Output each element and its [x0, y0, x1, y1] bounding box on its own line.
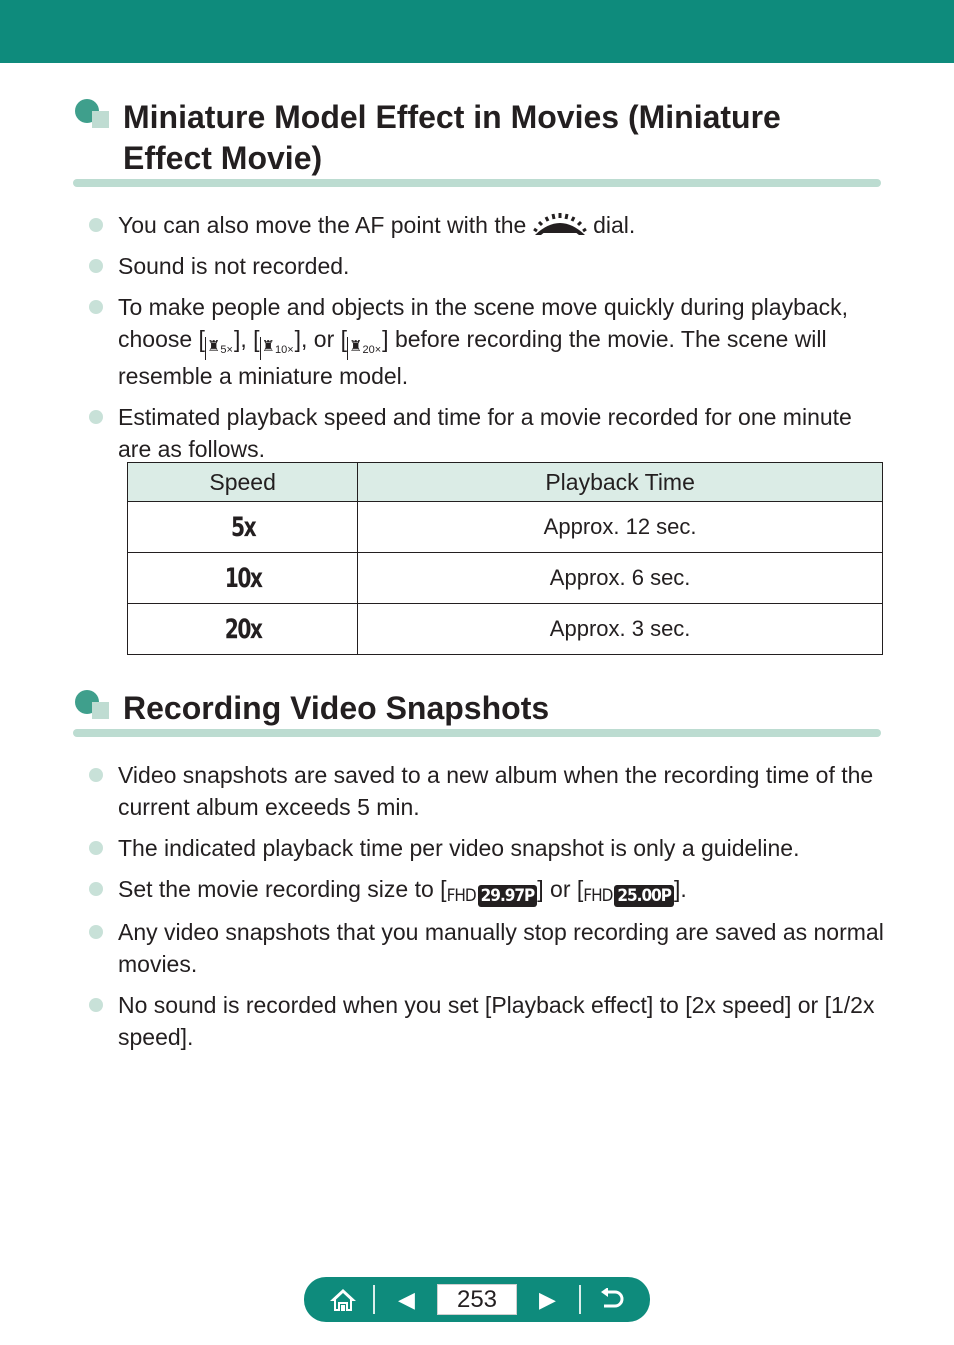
header-bar — [0, 0, 954, 63]
list-item: No sound is recorded when you set [Playback effect] to [2x speed] or [1/2x speed]. — [88, 989, 888, 1053]
list-item: You can also move the AF point with the dial. — [88, 209, 888, 241]
playback-time-cell: Approx. 3 sec. — [358, 604, 883, 655]
back-button[interactable] — [586, 1277, 638, 1322]
nav-divider — [579, 1285, 581, 1314]
list-item: Estimated playback speed and time for a movie recorded for one minute are as follows. — [88, 401, 888, 465]
bullet-icon — [89, 998, 103, 1012]
main-dial-icon — [533, 213, 587, 237]
home-button[interactable] — [318, 1277, 368, 1322]
section-heading-video-snapshots — [73, 688, 881, 740]
page-navigation-bar — [304, 1277, 650, 1322]
bullet-icon — [89, 925, 103, 939]
miniature-20x-icon: $♜_{20\times}$ — [347, 337, 382, 360]
list-item: Sound is not recorded. — [88, 250, 888, 282]
header-speed: Speed — [128, 463, 358, 502]
table-row — [128, 604, 883, 655]
bullet-icon — [89, 300, 103, 314]
page-number: 253 — [437, 1284, 517, 1315]
return-arrow-icon — [599, 1288, 625, 1312]
bullet-icon — [89, 768, 103, 782]
speed-5x-icon: 5x — [156, 502, 329, 553]
speed-10x-icon: 10x — [156, 553, 329, 604]
list-item: Video snapshots are saved to a new album when the recording time of the current album exceeds 5 min. — [88, 759, 888, 823]
bullet-icon — [89, 410, 103, 424]
speed-20x-icon: 20x — [156, 604, 329, 655]
miniature-5x-icon: $♜_{5\times}$ — [205, 337, 234, 360]
fhd-25-00p-icon: FHD 25.00P — [583, 885, 674, 907]
miniature-10x-icon: $♜_{10\times}$ — [260, 337, 295, 360]
bullet-icon — [89, 218, 103, 232]
list-item: The indicated playback time per video snapshot is only a guideline. — [88, 832, 888, 864]
list-item: To make people and objects in the scene move quickly during playback, choose [ $♜_{5\times}$], [ $♜_{10\times}$], or [ $♜_{20\times}$] before recording the movie. The scene will resemble a miniature model. — [88, 291, 888, 392]
table-row — [128, 502, 883, 553]
triangle-left-icon: ◀ — [398, 1286, 415, 1312]
bullet-icon — [89, 259, 103, 273]
bullet-icon — [89, 841, 103, 855]
nav-divider — [373, 1285, 375, 1314]
next-page-button[interactable] — [520, 1277, 575, 1322]
section-divider — [73, 729, 881, 737]
playback-time-cell: Approx. 12 sec. — [358, 502, 883, 553]
bullet-icon — [89, 882, 103, 896]
table-header-row — [128, 463, 883, 502]
section-divider — [73, 179, 881, 187]
fhd-29-97p-icon: FHD 29.97P — [447, 885, 538, 907]
table-row — [128, 553, 883, 604]
section-marker-icon — [75, 99, 111, 129]
list-item: Any video snapshots that you manually stop recording are saved as normal movies. — [88, 916, 888, 980]
section-title-video-snapshots: Recording Video Snapshots — [123, 690, 550, 726]
previous-page-button[interactable] — [379, 1277, 434, 1322]
bullet-list-miniature — [88, 209, 888, 474]
section-heading-miniature — [73, 97, 881, 189]
section-marker-icon — [75, 690, 111, 720]
triangle-right-icon: ▶ — [539, 1286, 556, 1312]
bullet-list-video-snapshots — [88, 759, 888, 1062]
section-title-miniature: Miniature Model Effect in Movies (Miniature Effect Movie) — [123, 99, 781, 176]
home-icon — [329, 1287, 357, 1313]
playback-time-cell: Approx. 6 sec. — [358, 553, 883, 604]
list-item: Set the movie recording size to [FHD 29.97P ] or [FHD 25.00P ]. — [88, 873, 888, 907]
header-playback-time: Playback Time — [358, 463, 883, 502]
playback-speed-table — [127, 462, 883, 655]
